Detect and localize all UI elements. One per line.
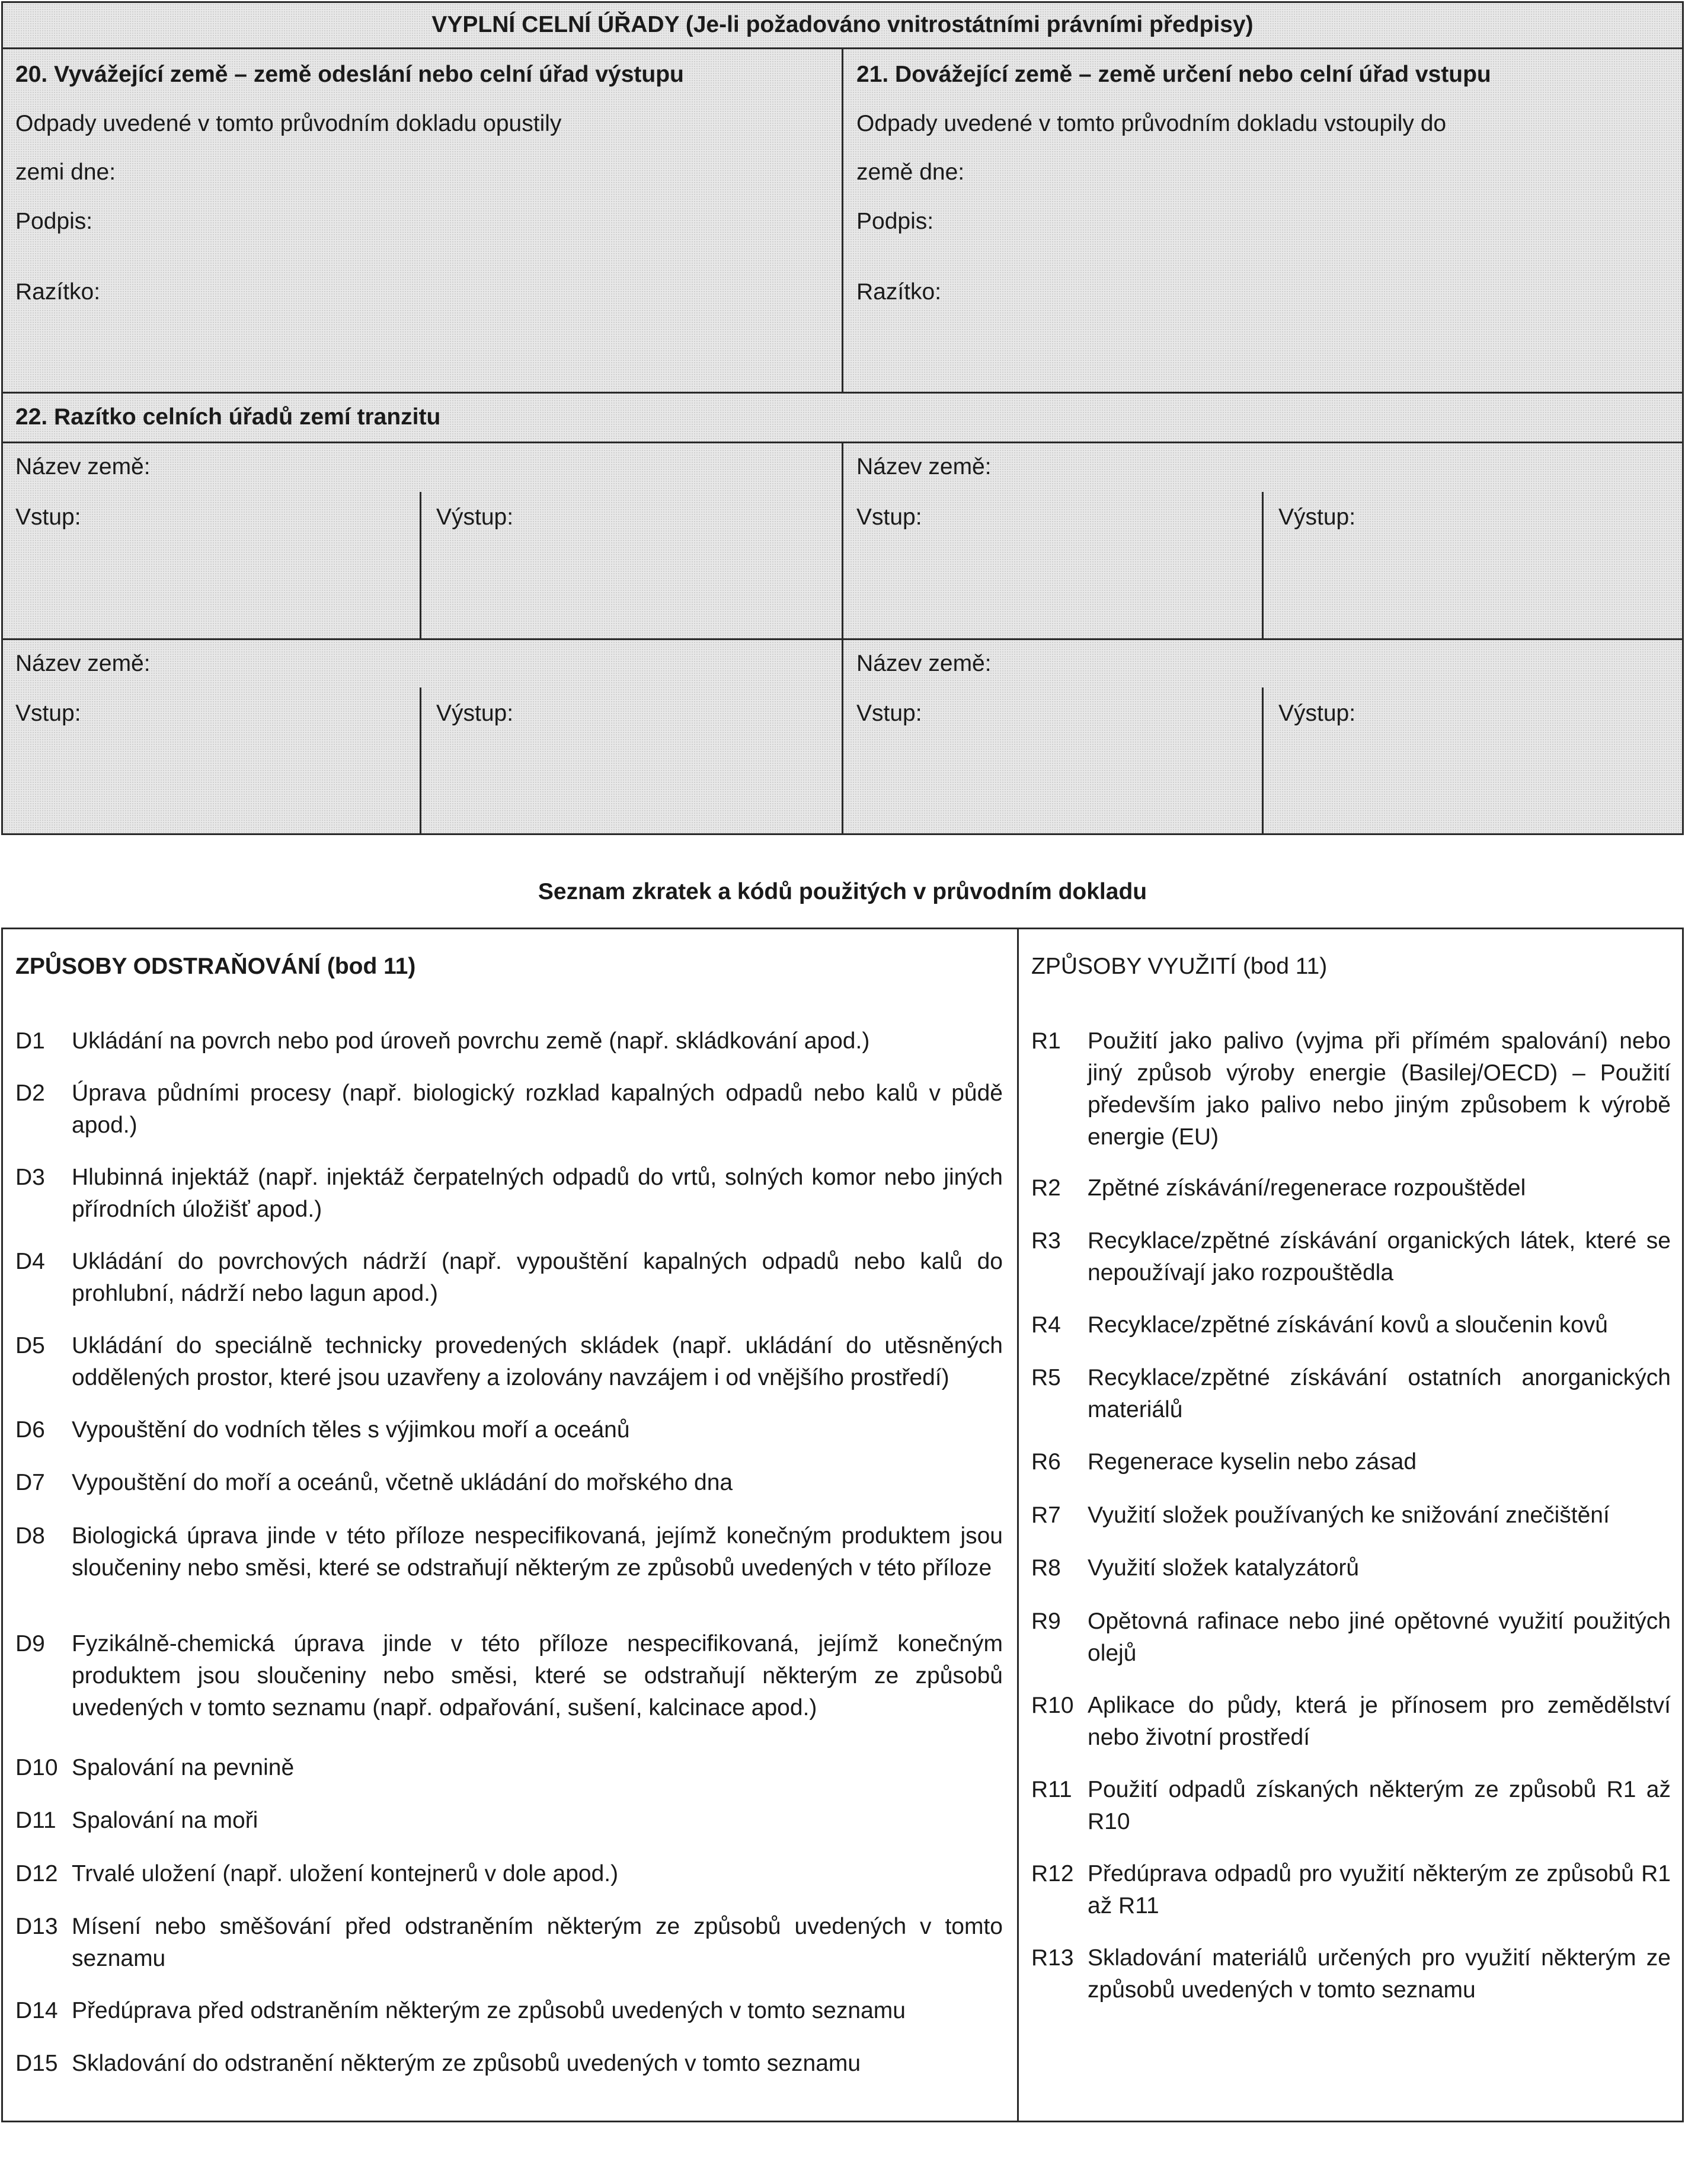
form-line <box>420 688 421 835</box>
recovery-code: R1 <box>1031 1028 1061 1054</box>
box21-signature: Podpis: <box>856 209 934 234</box>
disposal-code: D4 <box>15 1249 45 1274</box>
recovery-description: Skladování materiálů určených pro využití některým ze způsobů uvedených v tomto seznamu <box>1088 1945 1671 2003</box>
box22-heading: 22. Razítko celních úřadů zemí tranzitu <box>15 404 441 430</box>
form-line <box>1262 492 1264 640</box>
recovery-description: Využití složek používaných ke snižování znečištění <box>1088 1502 1610 1528</box>
disposal-description: Vypouštění do moří a oceánů, včetně ukládání do mořského dna <box>72 1470 733 1495</box>
disposal-code: D6 <box>15 1417 45 1443</box>
recovery-code: R10 <box>1031 1693 1074 1718</box>
transit-country-label: Název země: <box>856 454 992 479</box>
box21-stamp: Razítko: <box>856 279 942 305</box>
box21-line2: země dne: <box>856 159 965 185</box>
form-line <box>420 492 421 640</box>
disposal-description: Skladování do odstranění některým ze způsobů uvedených v tomto seznamu <box>72 2051 861 2076</box>
transit-entry-label: Vstup: <box>15 701 81 726</box>
disposal-description: Předúprava před odstraněním některým ze způsobů uvedených v tomto seznamu <box>72 1998 906 2023</box>
recovery-description: Využití složek katalyzátorů <box>1088 1555 1360 1581</box>
codes-title: Seznam zkratek a kódů použitých v průvodním dokladu <box>538 879 1147 904</box>
recovery-code: R13 <box>1031 1945 1074 1971</box>
codes-divider <box>1017 928 1019 2122</box>
disposal-description: Fyzikálně-chemická úprava jinde v této příloze nespecifikovaná, jejímž konečným produktem jsou sloučeniny nebo směsi, které se odstraňují některým ze způsobů uvedených v tomto seznamu (např. odpařování, sušení, kalcinace apod.) <box>72 1631 1003 1721</box>
recovery-description: Recyklace/zpětné získávání ostatních anorganických materiálů <box>1088 1365 1671 1422</box>
disposal-code: D2 <box>15 1080 45 1106</box>
recovery-code: R7 <box>1031 1502 1061 1528</box>
transit-country-label: Název země: <box>15 454 151 479</box>
disposal-description: Biologická úprava jinde v této příloze nespecifikovaná, jejímž konečným produktem jsou sloučeniny nebo směsi, které se odstraňují některým ze způsobů uvedených v této příloze <box>72 1523 1003 1581</box>
transit-entry-label: Vstup: <box>15 504 81 530</box>
box20-line1: Odpady uvedené v tomto průvodním dokladu opustily <box>15 111 562 136</box>
disposal-heading: ZPŮSOBY ODSTRAŇOVÁNÍ (bod 11) <box>15 954 416 979</box>
disposal-code: D3 <box>15 1165 45 1190</box>
transit-exit-label: Výstup: <box>1278 701 1356 726</box>
transit-country-label: Název země: <box>856 651 992 676</box>
recovery-code: R12 <box>1031 1861 1074 1886</box>
disposal-code: D12 <box>15 1861 58 1886</box>
form-line <box>842 47 843 394</box>
transit-exit-label: Výstup: <box>1278 504 1356 530</box>
recovery-description: Předúprava odpadů pro využití některým ze způsobů R1 až R11 <box>1088 1861 1671 1918</box>
transit-entry-label: Vstup: <box>856 701 922 726</box>
box20-stamp: Razítko: <box>15 279 101 305</box>
disposal-code: D11 <box>15 1808 56 1833</box>
disposal-description: Spalování na pevnině <box>72 1755 295 1780</box>
recovery-description: Regenerace kyselin nebo zásad <box>1088 1449 1417 1475</box>
form-border-top <box>1 1 1684 3</box>
recovery-code: R3 <box>1031 1228 1061 1254</box>
disposal-code: D8 <box>15 1523 45 1549</box>
recovery-code: R8 <box>1031 1555 1061 1581</box>
transit-country-label: Název země: <box>15 651 151 676</box>
recovery-description: Použití jako palivo (vyjma při přímém spalování) nebo jiný způsob výroby energie (Basilej/OECD) – Použití především jako palivo nebo jiným způsobem k výrobě energie (EU) <box>1088 1028 1671 1150</box>
transit-entry-label: Vstup: <box>856 504 922 530</box>
disposal-description: Ukládání na povrch nebo pod úroveň povrchu země (např. skládkování apod.) <box>72 1028 870 1054</box>
disposal-code: D7 <box>15 1470 45 1495</box>
recovery-description: Zpětné získávání/regenerace rozpouštědel <box>1088 1175 1526 1201</box>
box20-line2: zemi dne: <box>15 159 116 185</box>
box21-line1: Odpady uvedené v tomto průvodním dokladu vstoupily do <box>856 111 1447 136</box>
disposal-description: Trvalé uložení (např. uložení kontejnerů v dole apod.) <box>72 1861 619 1886</box>
transit-exit-label: Výstup: <box>436 701 514 726</box>
recovery-code: R9 <box>1031 1609 1061 1634</box>
disposal-code: D15 <box>15 2051 58 2076</box>
customs-title: VYPLNÍ CELNÍ ÚŘADY (Je-li požadováno vnitrostátními právními předpisy) <box>431 12 1254 37</box>
disposal-code: D5 <box>15 1333 45 1358</box>
form-border-right <box>1682 1 1684 835</box>
box20-signature: Podpis: <box>15 209 93 234</box>
recovery-code: R6 <box>1031 1449 1061 1475</box>
disposal-description: Úprava půdními procesy (např. biologický rozklad kapalných odpadů nebo kalů v půdě apod.) <box>72 1080 1003 1138</box>
form-line <box>842 442 843 835</box>
recovery-description: Opětovná rafinace nebo jiné opětovné využití použitých olejů <box>1088 1609 1671 1666</box>
recovery-code: R2 <box>1031 1175 1061 1201</box>
form-border-left <box>1 1 3 835</box>
disposal-description: Spalování na moři <box>72 1808 258 1833</box>
recovery-description: Recyklace/zpětné získávání organických látek, které se nepoužívají jako rozpouštědla <box>1088 1228 1671 1286</box>
recovery-code: R11 <box>1031 1777 1072 1802</box>
disposal-code: D13 <box>15 1914 58 1939</box>
box20-heading: 20. Vyvážející země – země odeslání nebo celní úřad výstupu <box>15 62 684 87</box>
disposal-code: D14 <box>15 1998 58 2023</box>
transit-exit-label: Výstup: <box>436 504 514 530</box>
disposal-code: D9 <box>15 1631 45 1657</box>
disposal-description: Hlubinná injektáž (např. injektáž čerpatelných odpadů do vrtů, solných komor nebo jiných přírodních úložišť apod.) <box>72 1165 1003 1222</box>
recovery-heading: ZPŮSOBY VYUŽITÍ (bod 11) <box>1031 954 1328 979</box>
disposal-code: D10 <box>15 1755 58 1780</box>
disposal-description: Ukládání do speciálně technicky provedených skládek (např. ukládání do utěsněných oddělených prostor, které jsou uzavřeny a izolovány navzájem i od vnějšího prostředí) <box>72 1333 1003 1390</box>
recovery-code: R5 <box>1031 1365 1061 1390</box>
disposal-description: Ukládání do povrchových nádrží (např. vypouštění kapalných odpadů nebo kalů do prohlubní, nádrží nebo lagun apod.) <box>72 1249 1003 1306</box>
form-line <box>1262 688 1264 835</box>
recovery-description: Aplikace do půdy, která je přínosem pro zemědělství nebo životní prostředí <box>1088 1693 1671 1750</box>
disposal-code: D1 <box>15 1028 45 1054</box>
box21-heading: 21. Dovážející země – země určení nebo celní úřad vstupu <box>856 62 1491 87</box>
recovery-description: Použití odpadů získaných některým ze způsobů R1 až R10 <box>1088 1777 1671 1834</box>
recovery-description: Recyklace/zpětné získávání kovů a sloučenin kovů <box>1088 1312 1608 1338</box>
disposal-description: Vypouštění do vodních těles s výjimkou moří a oceánů <box>72 1417 630 1443</box>
disposal-description: Mísení nebo směšování před odstraněním některým ze způsobů uvedených v tomto seznamu <box>72 1914 1003 1971</box>
recovery-code: R4 <box>1031 1312 1061 1338</box>
